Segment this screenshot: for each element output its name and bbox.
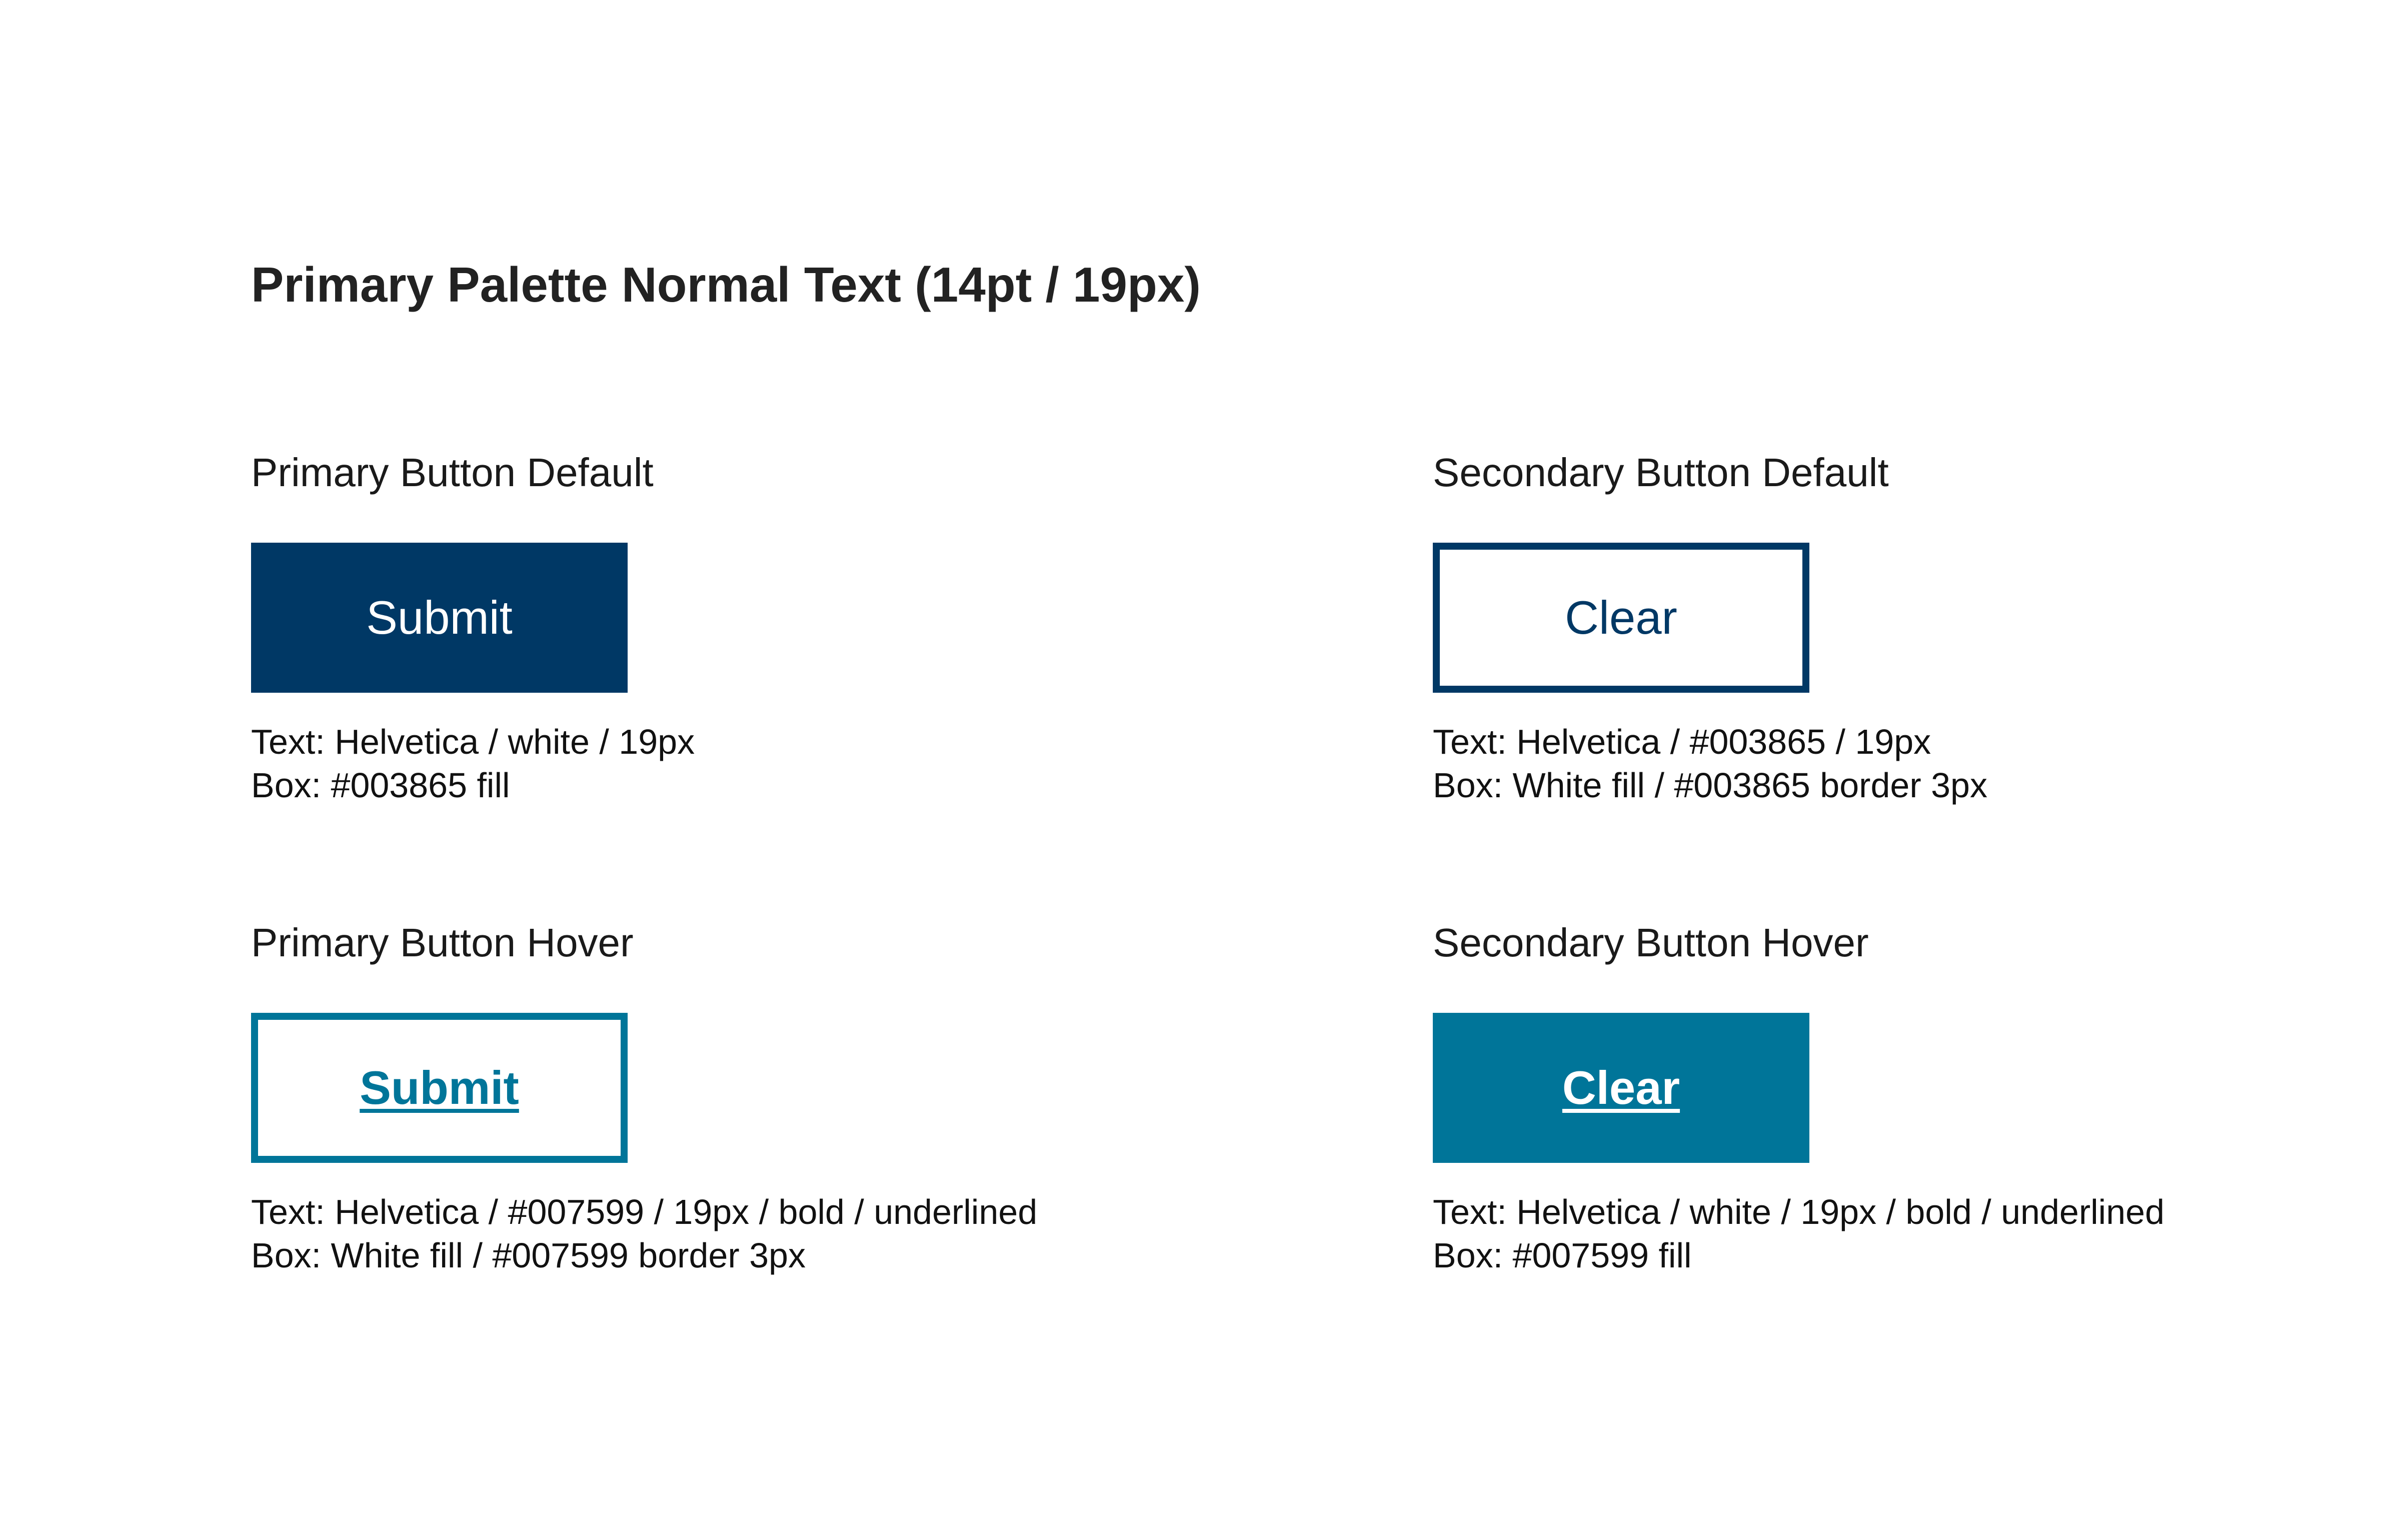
spec-box-line: Box: #007599 fill [1433, 1236, 1692, 1275]
secondary-button-default-section [1433, 450, 2383, 805]
page-title: Primary Palette Normal Text (14pt / 19px) [251, 257, 1201, 312]
submit-button-primary-default[interactable]: Submit [251, 543, 628, 693]
section-label: Primary Button Default [251, 450, 654, 495]
primary-button-default-section [251, 450, 1201, 805]
section-label: Secondary Button Hover [1433, 920, 1869, 965]
spec-box-line: Box: White fill / #003865 border 3px [1433, 766, 1987, 805]
clear-button-secondary-default[interactable]: Clear [1433, 543, 1809, 693]
spec-description [251, 720, 695, 807]
spec-box-line: Box: White fill / #007599 border 3px [251, 1236, 806, 1275]
spec-description [251, 1190, 1037, 1277]
spec-text-line: Text: Helvetica / white / 19px / bold / underlined [1433, 1192, 2165, 1231]
spec-box-line: Box: #003865 fill [251, 766, 510, 805]
spec-text-line: Text: Helvetica / white / 19px [251, 722, 695, 761]
submit-button-primary-hover[interactable]: Submit [251, 1013, 628, 1163]
primary-button-hover-section [251, 920, 1201, 1275]
secondary-button-hover-section [1433, 920, 2383, 1275]
spec-description [1433, 720, 1987, 807]
spec-text-line: Text: Helvetica / #003865 / 19px [1433, 722, 1931, 761]
section-label: Secondary Button Default [1433, 450, 1889, 495]
clear-button-secondary-hover[interactable]: Clear [1433, 1013, 1809, 1163]
spec-text-line: Text: Helvetica / #007599 / 19px / bold / underlined [251, 1192, 1038, 1231]
section-label: Primary Button Hover [251, 920, 634, 965]
spec-description [1433, 1190, 2164, 1277]
